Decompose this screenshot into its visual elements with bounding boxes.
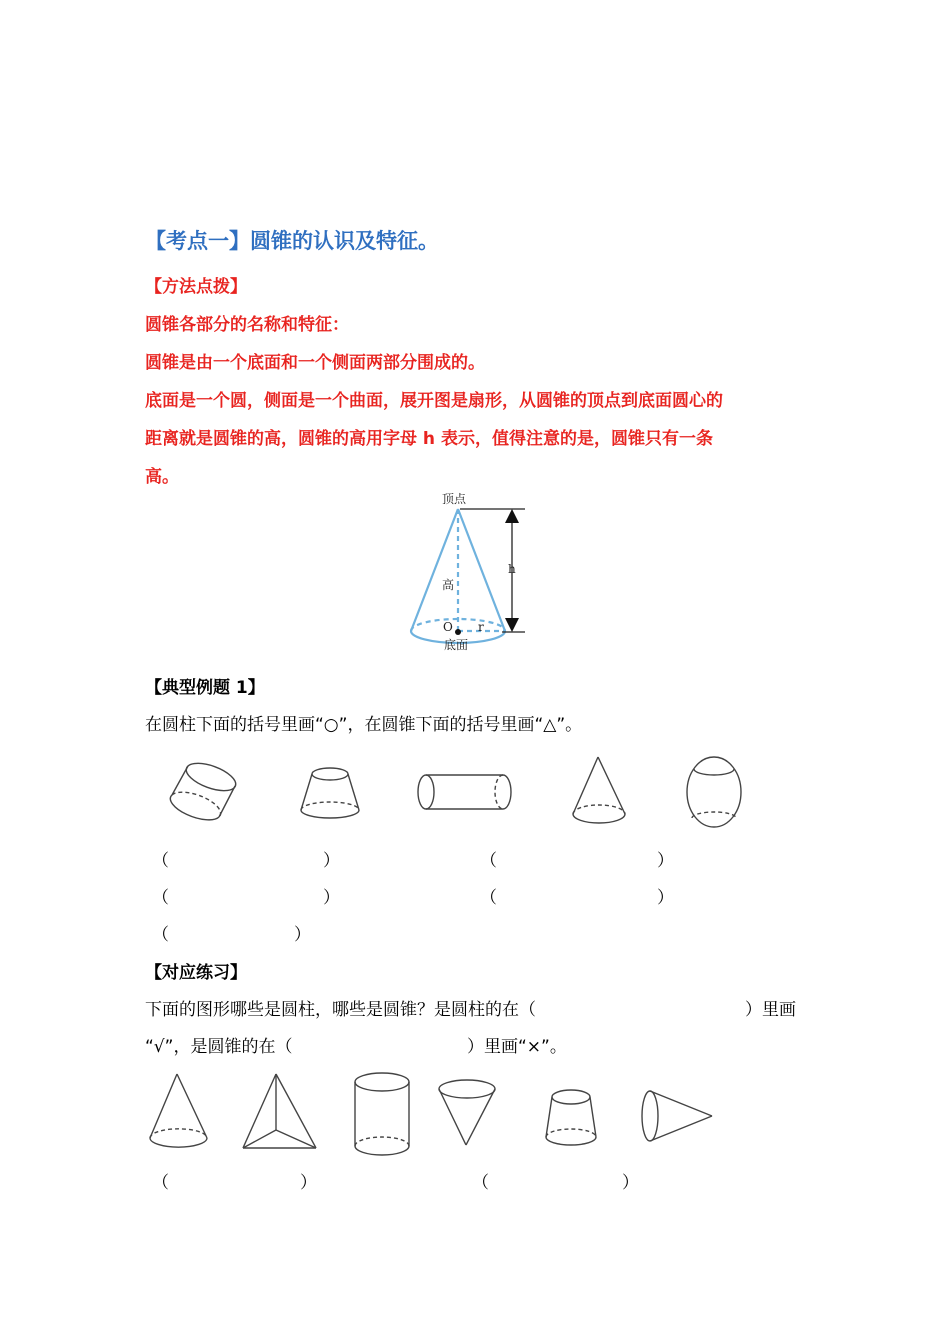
pyramid-figure [238,1070,323,1155]
method-line-2: 圆锥是由一个底面和一个侧面两部分围成的。 [145,353,485,373]
practice-cylinder-figure [348,1068,418,1163]
example-paren-2-close: ） [657,851,674,871]
practice-paren-2-open: （ [472,1173,489,1193]
practice-paren-1-close: ） [300,1173,317,1193]
horizontal-cylinder-figure [415,768,515,818]
practice-paren-1-open: （ [152,1173,169,1193]
method-line-1: 圆锥各部分的名称和特征： [145,315,349,335]
practice-line-2a: “√”，是圆锥的在（ [145,1037,293,1057]
inverted-cone-figure [433,1075,503,1150]
example-paren-5-open: （ [152,925,169,945]
example-paren-3-open: （ [152,888,169,908]
practice-line-1b: ）里画 [745,1000,796,1020]
example-paren-1-close: ） [323,851,340,871]
center-label: O [443,620,453,634]
example-paren-5-close: ） [294,925,311,945]
method-heading: 【方法点拨】 [145,277,247,297]
method-line-3: 底面是一个圆，侧面是一个曲面，展开图是扇形，从圆锥的顶点到底面圆心的 [145,391,723,411]
example-heading: 【典型例题 1】 [145,678,265,698]
method-line-4: 距离就是圆锥的高，圆锥的高用字母 h 表示，值得注意的是，圆锥只有一条 [145,429,713,449]
practice-line-2b: ）里画“×”。 [467,1037,567,1057]
height-label: 高 [442,578,455,592]
practice-frustum-figure [538,1085,608,1155]
h-label: h [508,562,516,576]
example-prompt: 在圆柱下面的括号里画“○”，在圆锥下面的括号里画“△”。 [145,715,583,735]
example-paren-3-close: ） [323,888,340,908]
example-paren-4-open: （ [480,888,497,908]
practice-line-1a: 下面的图形哪些是圆柱，哪些是圆锥？是圆柱的在（ [145,1000,536,1020]
practice-cone-figure [145,1070,215,1155]
barrel-figure [680,752,750,832]
frustum-figure [295,762,365,822]
apex-label: 顶点 [442,492,467,506]
base-label: 底面 [444,638,469,652]
example-paren-1-open: （ [152,851,169,871]
tilted-cylinder-figure [165,755,245,830]
method-line-5: 高。 [145,467,179,487]
example-paren-2-open: （ [480,851,497,871]
practice-paren-2-close: ） [622,1173,639,1193]
sideways-cone-figure [632,1085,722,1150]
radius-label: r [478,620,484,634]
section-title: 【考点一】圆锥的认识及特征。 [145,229,439,253]
example-paren-4-close: ） [657,888,674,908]
cone-diagram [400,485,540,655]
practice-heading: 【对应练习】 [145,963,247,983]
cone-figure [565,752,635,832]
